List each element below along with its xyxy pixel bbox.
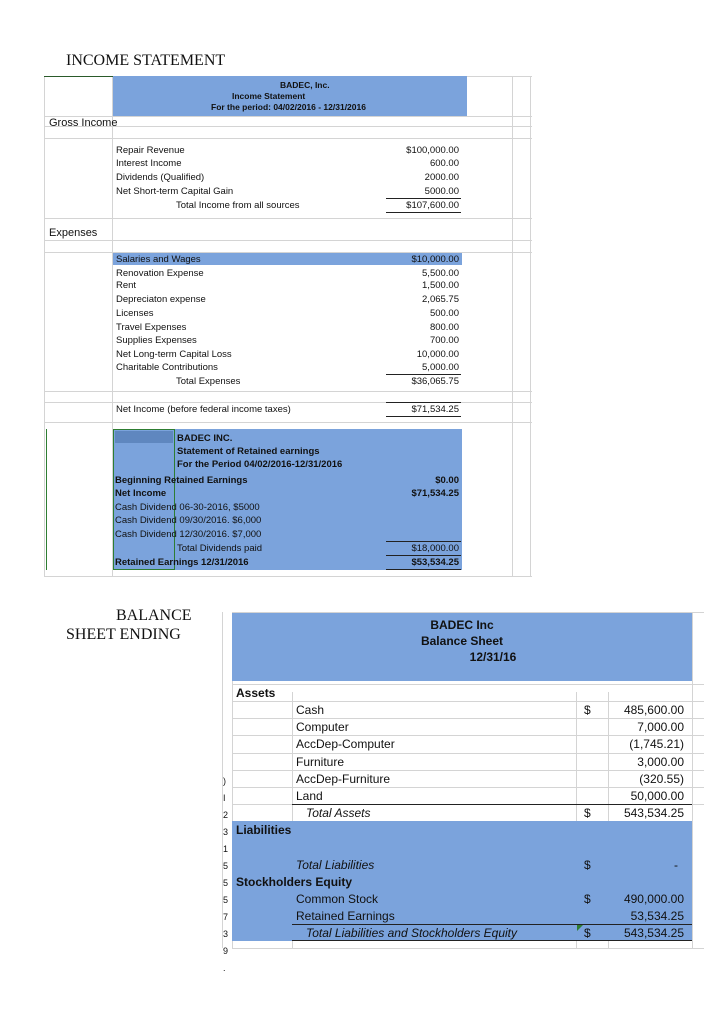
balance-heading-line1: BALANCE bbox=[116, 607, 192, 624]
selected-cell-range[interactable] bbox=[113, 429, 175, 570]
asset-value: 485,600.00 bbox=[623, 703, 684, 717]
expense-item-value: 800.00 bbox=[429, 322, 459, 333]
dividend-row: Cash Dividend 12/30/2016. $7,000 bbox=[115, 529, 262, 540]
income-item-label: Net Short-term Capital Gain bbox=[116, 186, 234, 197]
retained-earnings-label: Retained Earnings bbox=[296, 909, 395, 923]
asset-label: AccDep-Computer bbox=[296, 737, 395, 751]
asset-value: (320.55) bbox=[639, 772, 684, 786]
asset-label: Cash bbox=[296, 703, 325, 717]
asset-label: AccDep-Furniture bbox=[296, 772, 391, 786]
common-stock-currency: $ bbox=[584, 892, 591, 906]
dividend-row: Cash Dividend 06-30-2016, $5000 bbox=[115, 502, 260, 513]
net-income-label: Net Income (before federal income taxes) bbox=[116, 404, 291, 415]
income-company: BADEC, Inc. bbox=[280, 80, 330, 90]
ending-retained-value: $53,534.25 bbox=[411, 557, 459, 568]
expense-item-value: 2,065.75 bbox=[422, 294, 459, 305]
beginning-retained-value: $0.00 bbox=[435, 475, 459, 486]
equity-label: Stockholders Equity bbox=[236, 875, 353, 889]
asset-value: 7,000.00 bbox=[637, 720, 684, 734]
expense-item-value: 1,500.00 bbox=[422, 280, 459, 291]
income-item-label: Interest Income bbox=[116, 158, 182, 169]
liabilities-label: Liabilities bbox=[236, 823, 292, 837]
income-item-label: Repair Revenue bbox=[116, 145, 185, 156]
total-income-value: $107,600.00 bbox=[406, 200, 459, 211]
beginning-retained-label: Beginning Retained Earnings bbox=[115, 475, 248, 486]
income-statement-title: Income Statement bbox=[232, 91, 306, 101]
total-assets-label: Total Assets bbox=[306, 806, 371, 820]
expense-item-label: Net Long-term Capital Loss bbox=[116, 349, 232, 360]
retained-earnings-value: 53,534.25 bbox=[630, 909, 684, 923]
income-page-heading: INCOME STATEMENT bbox=[66, 52, 226, 69]
net-income-value: $71,534.25 bbox=[411, 404, 459, 415]
expense-item-label: Licenses bbox=[116, 308, 154, 319]
total-liabilities-label: Total Liabilities bbox=[296, 858, 375, 872]
ending-retained-label: Retained Earnings 12/31/2016 bbox=[115, 557, 249, 568]
gross-income-label: Gross Income bbox=[49, 117, 118, 129]
balance-date: 12/31/16 bbox=[469, 650, 517, 664]
total-income-label: Total Income from all sources bbox=[176, 200, 300, 211]
expense-item-value: 5,000.00 bbox=[422, 362, 459, 373]
total-expenses-label: Total Expenses bbox=[176, 376, 241, 387]
balance-statement-title: Balance Sheet bbox=[420, 634, 504, 648]
income-item-value: 600.00 bbox=[429, 158, 459, 169]
expenses-label: Expenses bbox=[49, 227, 98, 239]
total-liabilities-value: - bbox=[674, 858, 678, 872]
income-period: For the period: 04/02/2016 - 12/31/2016 bbox=[211, 102, 366, 112]
total-assets-value: 543,534.25 bbox=[623, 806, 684, 820]
expense-item-label: Salaries and Wages bbox=[116, 254, 201, 265]
retained-net-income-value: $71,534.25 bbox=[411, 488, 459, 499]
assets-label: Assets bbox=[236, 686, 276, 700]
expense-item-label: Renovation Expense bbox=[116, 268, 204, 279]
expense-item-value: 500.00 bbox=[429, 308, 459, 319]
total-dividends-label: Total Dividends paid bbox=[177, 543, 263, 554]
total-assets-currency: $ bbox=[584, 806, 591, 820]
error-indicator-icon[interactable] bbox=[577, 925, 583, 931]
total-liabilities-currency: $ bbox=[584, 858, 591, 872]
expense-item-label: Charitable Contributions bbox=[116, 362, 218, 373]
total-expenses-value: $36,065.75 bbox=[411, 376, 459, 387]
row-marks: ) I 2 3 1 5 5 5 7 3 9 . bbox=[223, 776, 229, 973]
expense-item-label: Rent bbox=[116, 280, 137, 291]
total-le-currency: $ bbox=[584, 926, 591, 940]
income-item-value: 5000.00 bbox=[424, 186, 459, 197]
expense-item-value: 10,000.00 bbox=[416, 349, 459, 360]
asset-value: 3,000.00 bbox=[637, 755, 684, 769]
expense-item-label: Travel Expenses bbox=[116, 322, 187, 333]
expense-item-value: $10,000.00 bbox=[411, 254, 459, 265]
total-dividends-value: $18,000.00 bbox=[411, 543, 459, 554]
retained-company: BADEC INC. bbox=[177, 433, 233, 444]
total-le-label: Total Liabilities and Stockholders Equity bbox=[306, 926, 518, 940]
income-item-value: 2000.00 bbox=[424, 172, 459, 183]
expense-item-label: Depreciaton expense bbox=[116, 294, 206, 305]
retained-period: For the Period 04/02/2016-12/31/2016 bbox=[177, 459, 343, 470]
retained-statement-title: Statement of Retained earnings bbox=[177, 446, 320, 457]
dividend-row: Cash Dividend 09/30/2016. $6,000 bbox=[115, 515, 262, 526]
total-le-value: 543,534.25 bbox=[623, 926, 684, 940]
retained-net-income-label: Net Income bbox=[115, 488, 167, 499]
balance-heading-line2: SHEET ENDING bbox=[66, 626, 181, 643]
income-item-value: $100,000.00 bbox=[406, 145, 459, 156]
asset-label: Computer bbox=[296, 720, 349, 734]
asset-label: Furniture bbox=[296, 755, 345, 769]
common-stock-label: Common Stock bbox=[296, 892, 379, 906]
asset-value: 50,000.00 bbox=[630, 789, 684, 803]
income-item-label: Dividends (Qualified) bbox=[116, 172, 205, 183]
common-stock-value: 490,000.00 bbox=[623, 892, 684, 906]
expense-item-value: 700.00 bbox=[429, 335, 459, 346]
asset-label: Land bbox=[296, 789, 323, 803]
asset-value: (1,745.21) bbox=[629, 737, 684, 751]
asset-currency: $ bbox=[584, 703, 591, 717]
balance-company: BADEC Inc bbox=[430, 618, 494, 632]
expense-item-label: Supplies Expenses bbox=[116, 335, 197, 346]
expense-item-value: 5,500.00 bbox=[422, 268, 459, 279]
